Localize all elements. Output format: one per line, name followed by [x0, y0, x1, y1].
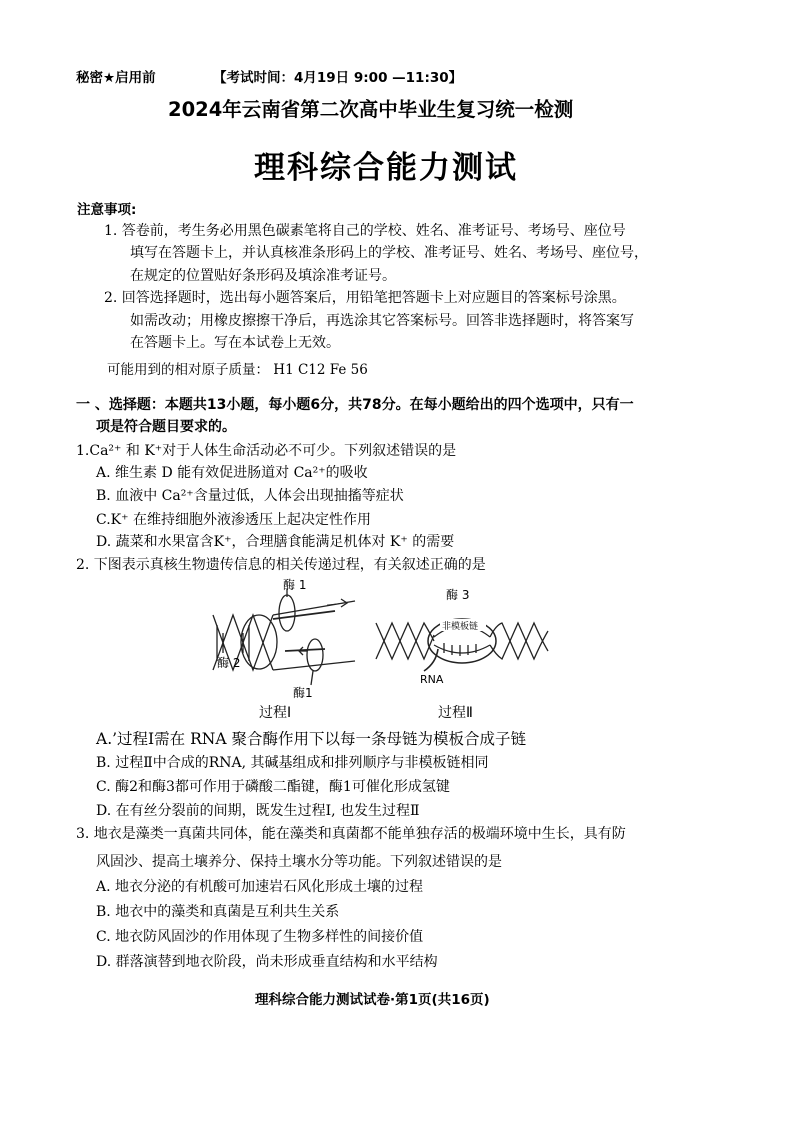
- q1-option-c: C.K⁺ 在维持细胞外液渗透压上起决定性作用: [96, 512, 371, 528]
- q2-stem: 2. 下图表示真核生物遗传信息的相关传递过程，有关叙述正确的是: [76, 557, 486, 573]
- q2-option-d: D. 在有丝分裂前的间期，既发生过程Ⅰ, 也发生过程Ⅱ: [96, 803, 420, 819]
- subject-title: 理科综合能力测试: [254, 150, 518, 186]
- page-footer: 理科综合能力测试试卷·第1页(共16页): [255, 992, 490, 1008]
- q3-option-a: A. 地衣分泌的有机酸可加速岩石风化形成土壤的过程: [96, 879, 424, 895]
- notice-item1-line1: 1. 答卷前，考生务必用黑色碳素笔将自己的学校、姓名、准考证号、考场号、座位号: [104, 223, 626, 239]
- q1-option-d: D. 蔬菜和水果富含K⁺，合理膳食能满足机体对 K⁺ 的需要: [96, 534, 455, 550]
- section-instructions-line1: 一 、选择题：本题共13小题，每小题6分，共78分。在每小题给出的四个选项中，只有一: [76, 397, 634, 413]
- confidential-label: 秘密★启用前: [76, 70, 156, 86]
- q3-stem-line1: 3. 地衣是藻类一真菌共同体，能在藻类和真菌都不能单独存活的极端环境中生长，具有防: [76, 826, 626, 842]
- figure-process-2: [372, 585, 552, 690]
- enzyme1-top-label: 酶 1: [283, 578, 307, 592]
- q1-option-b: B. 血液中 Ca²⁺含量过低，人体会出现抽搐等症状: [96, 488, 404, 504]
- figure-process-1: [205, 575, 365, 703]
- process1-caption: 过程Ⅰ: [259, 705, 292, 721]
- q3-option-d: D. 群落演替到地衣阶段，尚未形成垂直结构和水平结构: [96, 954, 438, 970]
- enzyme2-label: 酶 2: [217, 656, 241, 670]
- q2-option-a: A.’过程Ⅰ需在 RNA 聚合酶作用下以每一条母链为模板合成子链: [96, 730, 526, 748]
- q1-stem: 1.Ca²⁺ 和 K⁺对于人体生命活动必不可少。下列叙述错误的是: [76, 443, 457, 459]
- enzyme3-label: 酶 3: [446, 588, 470, 602]
- enzyme1-bottom-label: 酶1: [293, 686, 313, 700]
- q3-stem-line2: 风固沙、提高土壤养分、保持土壤水分等功能。下列叙述错误的是: [96, 854, 502, 870]
- nontemplate-strand-label: 非模板链: [442, 622, 479, 632]
- q3-option-c: C. 地衣防风固沙的作用体现了生物多样性的间接价值: [96, 929, 424, 945]
- q1-option-a: A. 维生素 D 能有效促进肠道对 Ca²⁺的吸收: [96, 465, 368, 481]
- rna-label: RNA: [420, 673, 444, 686]
- notice-item1-line2: 填写在答题卡上，并认真核准条形码上的学校、准考证号、姓名、考场号、座位号，: [130, 245, 648, 261]
- q2-option-b: B. 过程Ⅱ中合成的RNA, 其碱基组成和排列顺序与非模板链相同: [96, 755, 489, 771]
- notice-item1-line3: 在规定的位置贴好条形码及填涂准考证号。: [130, 268, 396, 284]
- process2-caption: 过程Ⅱ: [438, 705, 473, 721]
- q3-option-b: B. 地衣中的藻类和真菌是互利共生关系: [96, 904, 340, 920]
- notice-item2-line1: 2. 回答选择题时，选出每小题答案后，用铅笔把答题卡上对应题目的答案标号涂黑。: [104, 290, 626, 306]
- exam-title: 2024年云南省第二次高中毕业生复习统一检测: [168, 98, 574, 121]
- q2-option-c: C. 酶2和酶3都可作用于磷酸二酯键，酶1可催化形成氢键: [96, 779, 450, 795]
- atomic-masses: 可能用到的相对原子质量： H1 C12 Fe 56: [107, 362, 368, 378]
- section-instructions-line2: 项是符合题目要求的。: [96, 419, 236, 435]
- exam-time: 【考试时间：4月19日 9:00 —11:30】: [213, 70, 463, 86]
- notice-heading: 注意事项:: [77, 202, 137, 218]
- notice-item2-line2: 如需改动；用橡皮擦擦干净后，再选涂其它答案标号。回答非选择题时，将答案写: [130, 313, 634, 329]
- notice-item2-line3: 在答题卡上。写在本试卷上无效。: [130, 335, 340, 351]
